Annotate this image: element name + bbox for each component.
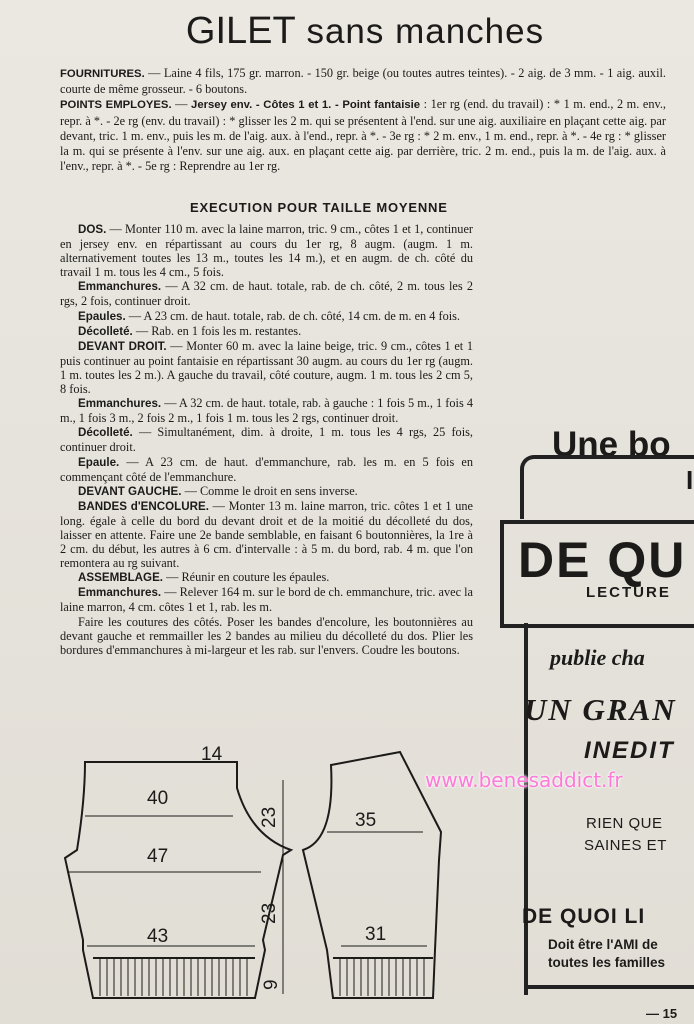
emm3-label: Emmanchures. (78, 586, 162, 600)
dos-text: — Monter 110 m. avec la laine marron, tric. 9 cm., côtes 1 et 1, continuer en jersey env. en répartissant au cours du 1er rg, 8 augm. (augm. 1 m. alternativement toutes les 13 m., toutes les 14 m.), et en augm. de ch. côté du travail 1 m. tous les 4 cm., 5 fois. (60, 222, 473, 280)
ad-rien: RIEN QUE (586, 815, 663, 832)
label-35: 35 (355, 810, 377, 831)
be-label: BANDES d'ENCOLURE. (78, 499, 209, 513)
emm1-text: — A 32 cm. de haut. totale, rab. de ch. côté, 2 m. tous les 2 rgs, 2 fois, continuer droit. (60, 279, 473, 309)
ad-letter: I (686, 465, 694, 495)
fournitures-label: FOURNITURES. (60, 68, 145, 80)
execution-heading: EXECUTION POUR TAILLE MOYENNE (190, 200, 448, 215)
page-number: — 15 (646, 1006, 678, 1021)
dd-paragraph (60, 339, 473, 396)
points-label: POINTS EMPLOYES. (60, 99, 172, 112)
emm3-text: — Relever 164 m. sur le bord de ch. emmanchure, tric. avec la laine marron, 4 cm. côtes 1 et 1, rab. les m. (60, 585, 473, 615)
materials-paragraph (60, 66, 666, 174)
ad-brand-2: DE QUOI LI (522, 905, 646, 928)
final-paragraph: Faire les coutures des côtés. Poser les bandes d'encolure, les boutonnières au devant gauche et remmailler les 2 bandes au milieu du décolleté du dos. Plier les bordures d'emmanchures à mi-largeur et les rab. sur l'envers. Coudre les boutons. (60, 614, 473, 657)
page-title (0, 10, 694, 53)
points-bold: Jersey env. - Côtes 1 et 1. - Point fantaisie (191, 99, 421, 112)
advertisement (500, 425, 694, 995)
dos-label: DOS. (78, 223, 107, 236)
as-paragraph (60, 570, 473, 585)
label-23-top: 23 (259, 806, 280, 828)
label-40: 40 (147, 788, 169, 809)
dd-label: DEVANT DROIT. (78, 339, 167, 353)
ep2-text: — A 23 cm. de haut. d'emmanchure, rab. les m. en 5 fois en commençant côté de l'emmanchure. (60, 454, 473, 484)
dec2-label: Décolleté. (78, 426, 133, 440)
ad-frame-side (524, 623, 528, 995)
dec1-label: Décolleté. (78, 324, 133, 338)
points-text: : 1er rg (end. du travail) : * 1 m. end., 2 m. env., repr. à *. - 2e rg (env. du travail) : * glisser les 2 m. qui se présentent à l'end. sur une aig. auxiliaire en plaçant cette aig. par devant, tric. 1 m. env., puis les m. de l'aig. aux. à l'end., repr. à *. - 3e rg : * 2 m. env., 1 m. end., repr. à *. - 4e rg : * glisser la m. qui se présente à l'env. sur une aig. aux. en plaçant cette aig. par derrière, tric. 2 m. end., puis la m. de l'aig. aux. à l'env., repr. à *. - 5e rg : Reprendre au 1er rg. (60, 97, 666, 174)
dec2-paragraph (60, 425, 473, 454)
emm2-label: Emmanchures. (78, 397, 162, 411)
ep1-label: Epaules. (78, 309, 126, 323)
ep2-paragraph (60, 455, 473, 484)
dg-paragraph (60, 484, 473, 499)
title-rest: sans manches (306, 12, 545, 51)
dec2-text: — Simultanément, dim. à droite, 1 m. tous les 4 rgs, 25 fois, continuer droit. (60, 425, 473, 455)
dg-label: DEVANT GAUCHE. (78, 484, 182, 498)
label-9: 9 (261, 979, 282, 990)
ad-toutes: toutes les familles (548, 955, 666, 970)
emm2-text: — A 32 cm. de haut. totale, rab. à gauche : 1 fois 5 m., 1 fois 4 m., 1 fois 3 m., 2 fois 2 m., 1 fois 1 m. tous les 2 rgs, continuer droit. (60, 396, 473, 426)
ad-frame-bottom (524, 985, 694, 989)
ad-doit: Doit être l'AMI de (548, 937, 658, 952)
ep1-paragraph (60, 309, 473, 324)
dd-text: — Monter 60 m. avec la laine beige, tric. 9 cm., côtes 1 et 1 puis continuer au point fantaisie en répartissant 30 augm. au cours du 1er rg (augm. 1 m. toutes les 2 m.). A gauche du travail, côté couture, augm. 1 m. tous les 2 cm 5, 8 fois. (60, 338, 473, 397)
dec1-paragraph (60, 324, 473, 339)
points-dash: — (171, 97, 192, 112)
label-23-bottom: 23 (259, 902, 280, 924)
ad-brand: DE QU (518, 532, 687, 588)
emm3-paragraph (60, 585, 473, 614)
label-14: 14 (201, 744, 223, 765)
dg-text: — Comme le droit en sens inverse. (181, 483, 358, 498)
ad-grand: UN GRAN (524, 692, 677, 727)
ad-publie: publie cha (550, 645, 645, 670)
emm2-paragraph (60, 396, 473, 425)
back-piece-outline (65, 762, 291, 998)
ad-headline: Une bo (552, 425, 671, 464)
be-paragraph (60, 499, 473, 570)
front-piece-outline (303, 752, 441, 998)
ad-lecture: LECTURE (586, 584, 671, 601)
dec1-text: — Rab. en 1 fois les m. restantes. (132, 323, 302, 338)
ad-saines: SAINES ET (584, 837, 667, 854)
ad-inedit: INEDIT (584, 737, 675, 764)
be-text: — Monter 13 m. laine marron, tric. côtes 1 et 1 une long. égale à celle du bord du devant droit et de la moitié du décolleté du dos, laisser en attente. Faire une 2e bande semblable, en faisant 6 boutonnières, la 1re à 2 cm. du début, les autres à 6 cm. d'intervalle : à 5 m. du bord, rab. 4 m. que l'on remontera au rg suivant. (60, 498, 473, 571)
dos-paragraph (60, 222, 473, 279)
emm1-label: Emmanchures. (78, 280, 162, 294)
instructions-column (60, 222, 473, 657)
label-43: 43 (147, 926, 169, 947)
ep2-label: Epaule. (78, 455, 120, 469)
label-31: 31 (365, 924, 387, 945)
schematic-diagram (55, 740, 450, 1005)
title-main: GILET (185, 10, 296, 52)
as-label: ASSEMBLAGE. (78, 571, 164, 585)
emm1-paragraph (60, 279, 473, 308)
ad-frame-top (520, 455, 694, 519)
label-47: 47 (147, 846, 169, 867)
fournitures-text: — Laine 4 fils, 175 gr. marron. - 150 gr. beige (ou toutes autres teintes). - 2 aig. de 3 mm. - 1 aig. auxil. courte de même grosseur. - 6 boutons. (60, 66, 666, 97)
watermark: www.benesaddict.fr (425, 768, 623, 792)
ep1-text: — A 23 cm. de haut. totale, rab. de ch. côté, 14 cm. de m. en 4 fois. (125, 308, 461, 323)
as-text: — Réunir en couture les épaules. (163, 570, 330, 585)
